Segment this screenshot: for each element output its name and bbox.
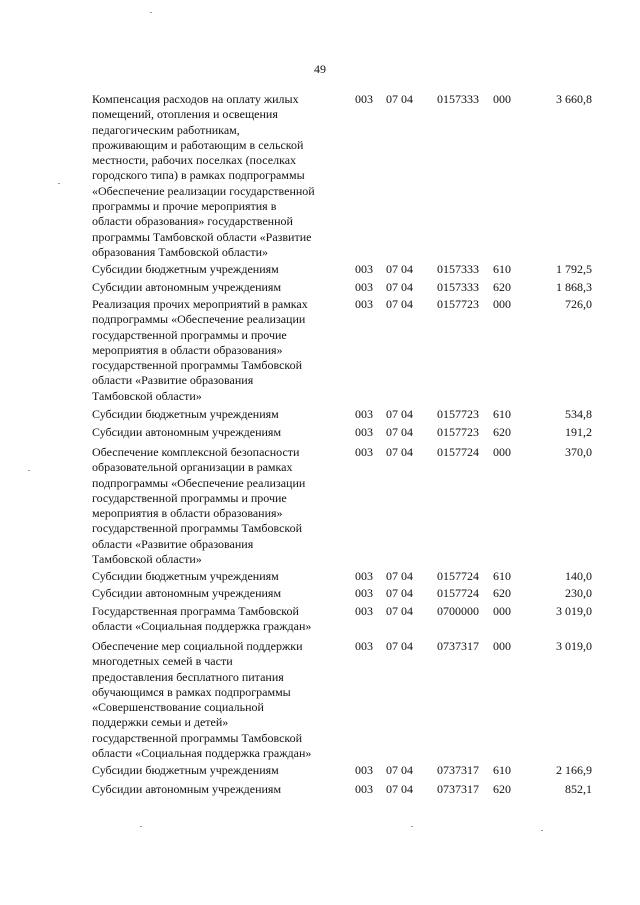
row-code-expense-type: 000	[493, 297, 511, 311]
row-amount: 2 166,9	[556, 763, 592, 777]
scan-speck	[140, 826, 142, 827]
row-code-target: 0157333	[437, 92, 479, 106]
row-code-expense-type: 610	[493, 262, 511, 276]
row-code-target: 0157724	[437, 569, 479, 583]
row-amount: 230,0	[565, 586, 592, 600]
row-name: Субсидии бюджетным учреждениям	[92, 569, 279, 583]
row-code-ministry: 003	[355, 425, 373, 439]
row-amount: 3 660,8	[556, 92, 592, 106]
row-amount: 3 019,0	[556, 639, 592, 653]
row-amount: 191,2	[565, 425, 592, 439]
row-code-ministry: 003	[355, 407, 373, 421]
row-name: Компенсация расходов на оплату жилых помещений, отопления и освещения педагогическим работникам, проживающим и работающим в сельской местности, рабочих поселках (поселках городского типа) в рамках подпрограммы «Обеспечение реализации государственной программы и прочие мероприятия в области образования» государственной программы Тамбовской области «Развитие образования Тамбовской области»	[92, 92, 315, 259]
row-code-target: 0737317	[437, 763, 479, 777]
row-code-section: 07 04	[386, 262, 413, 276]
row-code-ministry: 003	[355, 92, 373, 106]
row-code-ministry: 003	[355, 604, 373, 618]
row-name: Обеспечение мер социальной поддержки многодетных семей в части предоставления бесплатного питания обучающимся в рамках подпрограммы «Совершенствование социальной поддержки семьи и детей» государственной программы Тамбовской области «Социальная поддержка граждан»	[92, 639, 312, 761]
row-code-section: 07 04	[386, 280, 413, 294]
row-code-ministry: 003	[355, 262, 373, 276]
scan-speck	[58, 183, 60, 184]
row-code-section: 07 04	[386, 763, 413, 777]
scan-speck	[541, 830, 543, 831]
row-code-expense-type: 000	[493, 604, 511, 618]
row-code-target: 0157723	[437, 297, 479, 311]
row-amount: 1 792,5	[556, 262, 592, 276]
row-name: Субсидии бюджетным учреждениям	[92, 763, 279, 777]
row-name: Субсидии автономным учреждениям	[92, 280, 282, 294]
row-code-section: 07 04	[386, 639, 413, 653]
row-code-section: 07 04	[386, 297, 413, 311]
row-code-expense-type: 610	[493, 407, 511, 421]
row-amount: 3 019,0	[556, 604, 592, 618]
row-code-expense-type: 000	[493, 639, 511, 653]
row-code-target: 0157724	[437, 586, 479, 600]
row-amount: 726,0	[565, 297, 592, 311]
scan-speck	[411, 826, 413, 827]
row-code-target: 0157333	[437, 262, 479, 276]
page-number: 49	[314, 62, 326, 76]
row-code-target: 0737317	[437, 639, 479, 653]
row-code-ministry: 003	[355, 639, 373, 653]
row-code-ministry: 003	[355, 782, 373, 796]
row-code-section: 07 04	[386, 425, 413, 439]
row-code-ministry: 003	[355, 280, 373, 294]
row-code-target: 0157724	[437, 445, 479, 459]
row-code-section: 07 04	[386, 407, 413, 421]
row-code-ministry: 003	[355, 763, 373, 777]
row-code-expense-type: 620	[493, 586, 511, 600]
row-code-target: 0157333	[437, 280, 479, 294]
row-code-expense-type: 610	[493, 763, 511, 777]
row-code-expense-type: 620	[493, 782, 511, 796]
row-name: Субсидии автономным учреждениям	[92, 586, 282, 600]
row-name: Обеспечение комплексной безопасности образовательной организации в рамках подпрограммы «Обеспечение реализации государственной программы и прочие мероприятия в области образования» государственной программы Тамбовской области «Развитие образования Тамбовской области»	[92, 445, 306, 567]
row-name: Реализация прочих мероприятий в рамках подпрограммы «Обеспечение реализации государственной программы и прочие мероприятия в области образования» государственной программы Тамбовской области «Развитие образования Тамбовской области»	[92, 297, 308, 403]
row-name: Субсидии бюджетным учреждениям	[92, 262, 279, 276]
row-code-expense-type: 000	[493, 445, 511, 459]
row-code-target: 0737317	[437, 782, 479, 796]
scan-speck	[28, 470, 30, 471]
row-code-ministry: 003	[355, 586, 373, 600]
row-code-section: 07 04	[386, 569, 413, 583]
row-name: Субсидии автономным учреждениям	[92, 425, 282, 439]
row-amount: 1 868,3	[556, 280, 592, 294]
row-code-ministry: 003	[355, 297, 373, 311]
row-amount: 534,8	[565, 407, 592, 421]
row-code-expense-type: 620	[493, 280, 511, 294]
row-code-target: 0700000	[437, 604, 479, 618]
row-code-expense-type: 610	[493, 569, 511, 583]
scan-speck	[150, 12, 152, 13]
row-name: Государственная программа Тамбовской области «Социальная поддержка граждан»	[92, 604, 312, 634]
row-code-target: 0157723	[437, 425, 479, 439]
row-amount: 852,1	[565, 782, 592, 796]
row-code-ministry: 003	[355, 569, 373, 583]
row-amount: 140,0	[565, 569, 592, 583]
row-code-section: 07 04	[386, 604, 413, 618]
row-code-section: 07 04	[386, 586, 413, 600]
row-code-section: 07 04	[386, 445, 413, 459]
row-name: Субсидии автономным учреждениям	[92, 782, 282, 796]
row-amount: 370,0	[565, 445, 592, 459]
row-code-expense-type: 620	[493, 425, 511, 439]
row-code-expense-type: 000	[493, 92, 511, 106]
row-code-ministry: 003	[355, 445, 373, 459]
row-code-section: 07 04	[386, 782, 413, 796]
row-code-section: 07 04	[386, 92, 413, 106]
row-code-target: 0157723	[437, 407, 479, 421]
row-name: Субсидии бюджетным учреждениям	[92, 407, 279, 421]
